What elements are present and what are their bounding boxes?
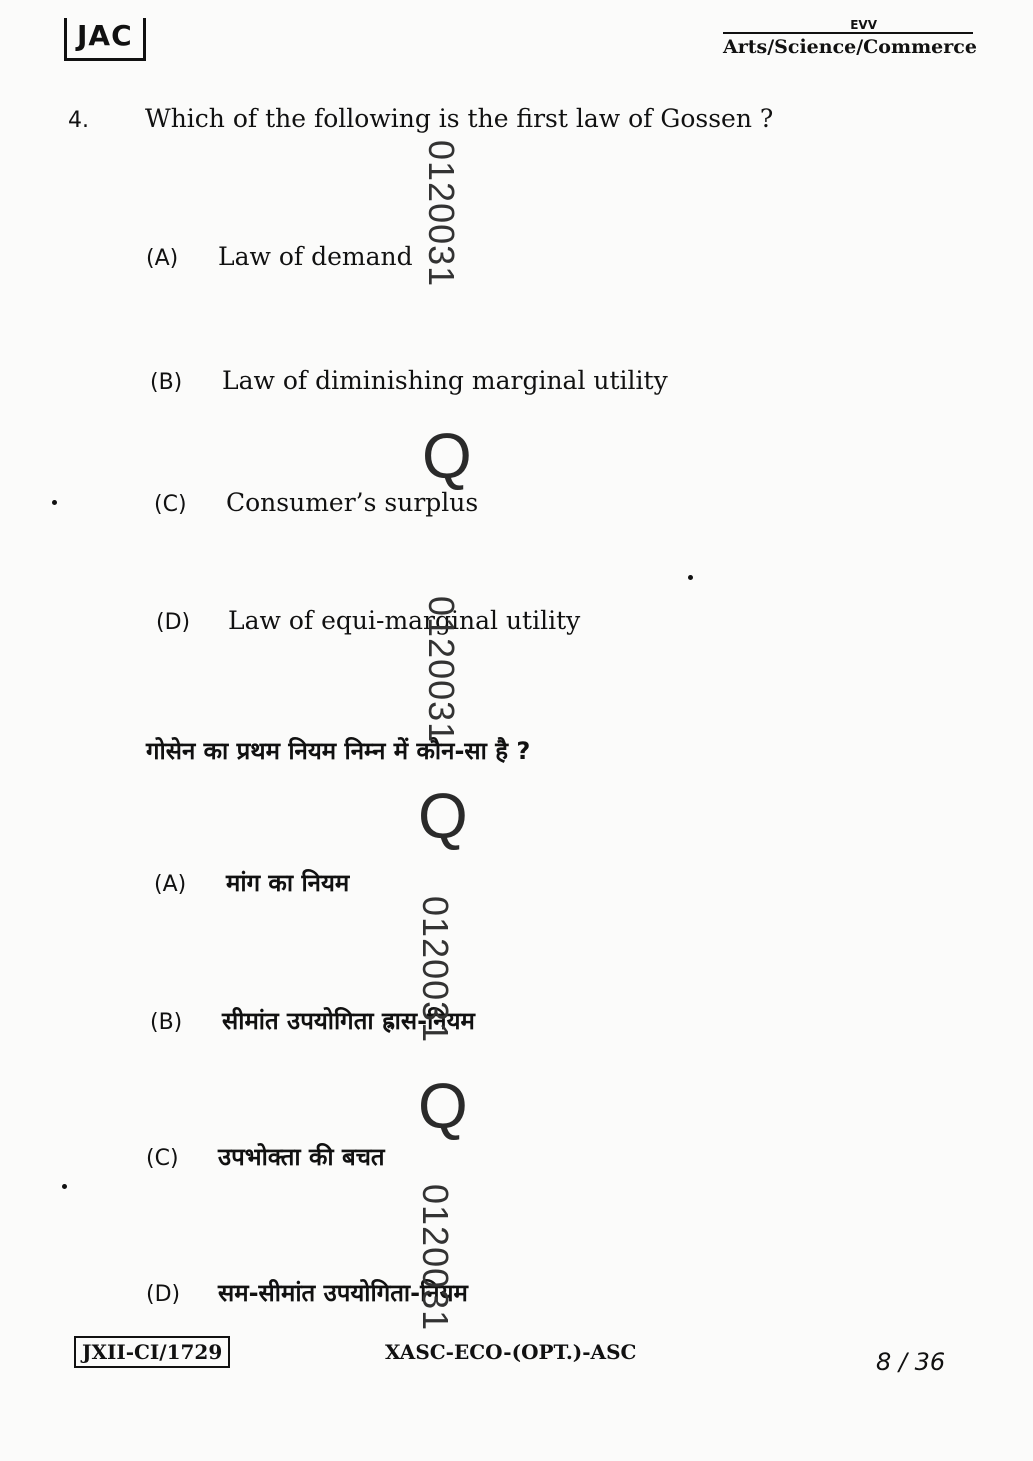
option-text: उपभोक्ता की बचत xyxy=(218,1143,385,1171)
option-text: मांग का नियम xyxy=(226,869,350,897)
option-label: (C) xyxy=(154,492,187,517)
scan-speck xyxy=(62,1184,67,1189)
option-label: (C) xyxy=(146,1146,179,1171)
option-label: (D) xyxy=(146,1282,181,1307)
option-a-english xyxy=(146,242,413,271)
watermark-code: 0120031 xyxy=(421,596,462,744)
stream-label: Arts/Science/Commerce xyxy=(723,36,977,58)
board-logo-box xyxy=(64,18,146,61)
question-text-english: Which of the following is the first law of Gossen ? xyxy=(145,104,774,133)
option-label: (B) xyxy=(150,370,183,395)
option-text: Law of diminishing marginal utility xyxy=(222,366,668,395)
option-text: सम-सीमांत उपयोगिता-नियम xyxy=(218,1279,468,1307)
watermark-letter: Q xyxy=(422,420,472,492)
question-number: 4. xyxy=(68,108,89,133)
option-b-english xyxy=(150,366,668,395)
stream-header xyxy=(723,18,977,60)
option-c-hindi xyxy=(146,1140,385,1173)
option-text: Consumer’s surplus xyxy=(226,488,479,517)
paper-code: JXII-CI/1729 xyxy=(82,1340,223,1364)
watermark-code: 0120031 xyxy=(415,1184,456,1332)
option-d-english xyxy=(156,606,580,635)
option-text: सीमांत उपयोगिता ह्रास-नियम xyxy=(222,1007,475,1035)
option-label: (D) xyxy=(156,610,191,635)
option-label: (A) xyxy=(146,246,179,271)
paper-code-box xyxy=(74,1336,230,1368)
watermark-letter: Q xyxy=(418,780,468,852)
watermark-code: 0120031 xyxy=(415,896,456,1044)
question-text-hindi: गोसेन का प्रथम नियम निम्न में कौन-सा है ? xyxy=(146,737,531,765)
option-c-english xyxy=(154,488,478,517)
subject-code: XASC-ECO-(OPT.)-ASC xyxy=(385,1340,637,1364)
option-label: (B) xyxy=(150,1010,183,1035)
scan-speck xyxy=(52,500,57,505)
option-text: Law of demand xyxy=(218,242,413,271)
board-name: JAC xyxy=(77,19,133,52)
option-text: Law of equi-marginal utility xyxy=(228,606,581,635)
option-label: (A) xyxy=(154,872,187,897)
option-a-hindi xyxy=(154,866,349,899)
scan-speck xyxy=(688,575,693,580)
page-number: 8 / 36 xyxy=(876,1348,946,1376)
header-small-code: EVV xyxy=(850,18,877,32)
watermark-code: 0120031 xyxy=(421,140,462,288)
watermark-letter: Q xyxy=(418,1070,468,1142)
